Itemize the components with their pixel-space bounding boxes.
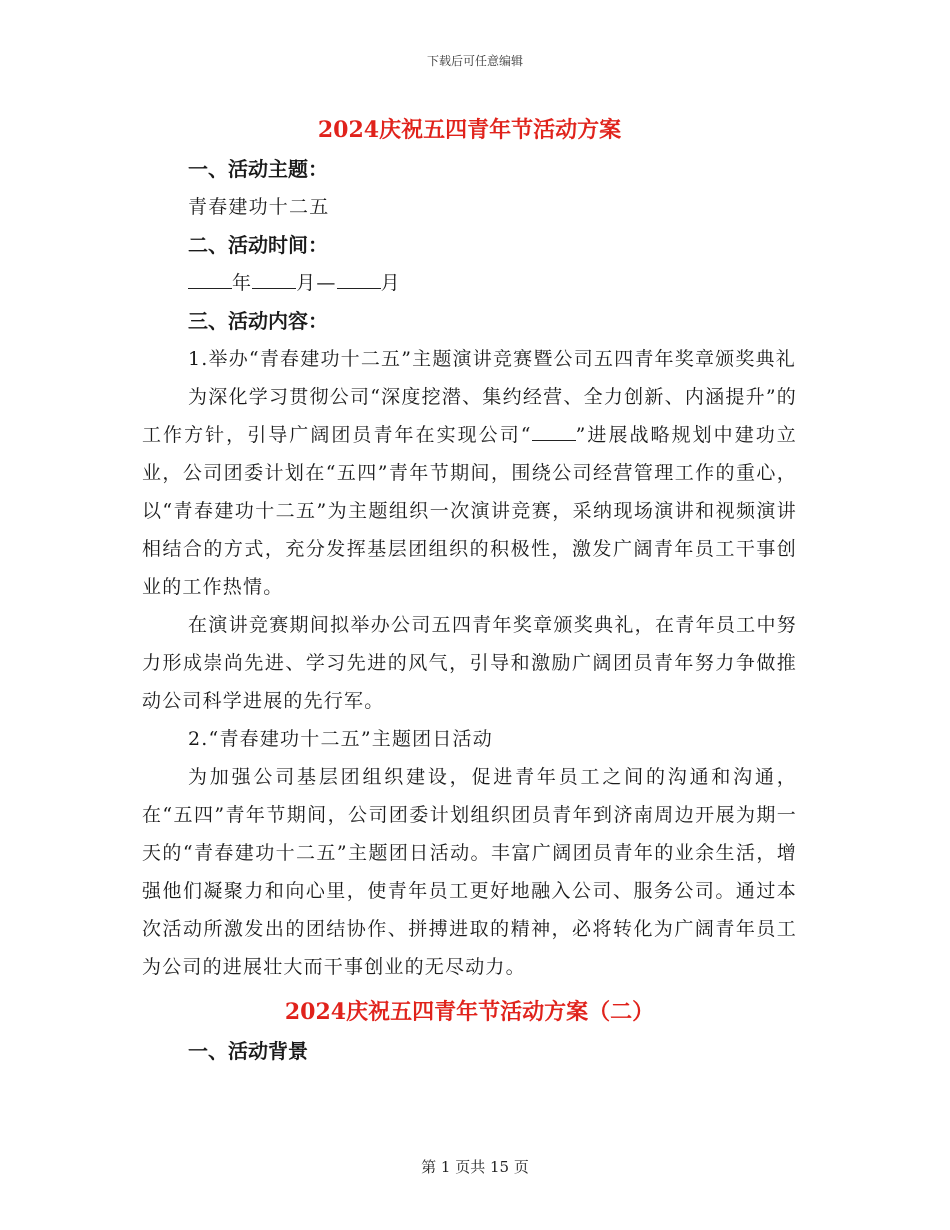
paragraph-1 [142,378,797,606]
page-footer: 第 1 页共 15 页 [421,1158,529,1176]
document-title: 2024庆祝五四青年节活动方案 [317,117,622,143]
paragraph-2: 在演讲竞赛期间拟举办公司五四青年奖章颁奖典礼，在青年员工中努力形成崇尚先进、学习先进的风气，引导和激励广阔团员青年努力争做推动公司科学进展的先行军。 [142,614,797,712]
paragraph-1-part-b: ”进展战略规划中建功立业，公司团委计划在“五四”青年节期间，围绕公司经营管理工作的重心，以“青春建功十二五”为主题组织一次演讲竞赛，采纳现场演讲和视频演讲相结合的方式，充分发挥基层团组织的积极性，激发广阔青年员工干事创业的工作热情。 [142,424,798,598]
month2-blank [337,268,381,289]
theme-heading: 一、活动主题： [188,157,328,181]
paragraph-1-part-a: 为深化学习贯彻公司“深度挖潜、集约经营、全力创新、内涵提升”的工作方针，引导广阔团员青年在实现公司“ [142,386,797,446]
time-heading: 二、活动时间： [188,233,328,257]
time-text [142,264,797,302]
month2-label: 月 [380,272,401,294]
year-blank [188,268,232,289]
plan-blank [532,420,576,441]
year-label: 年 [232,272,253,294]
paragraph-3: 为加强公司基层团组织建设，促进青年员工之间的沟通和沟通，在“五四”青年节期间，公司团委计划组织团员青年到济南周边开展为期一天的“青春建功十二五”主题团日活动。丰富广阔团员青年的业余生活，增强他们凝聚力和向心里，使青年员工更好地融入公司、服务公司。通过本次活动所激发出的团结协作、拼搏进取的精神，必将转化为广阔青年员工为公司的进展壮大而干事创业的无尽动力。 [142,766,797,978]
item1-title: 1.举办“青春建功十二五”主题演讲竞赛暨公司五四青年奖章颁奖典礼 [188,348,796,370]
month-blank [252,268,296,289]
page-header: 下载后可任意编辑 [426,54,523,68]
content-heading: 三、活动内容： [188,309,328,333]
theme-text: 青春建功十二五 [188,196,330,218]
document-body [142,110,797,1070]
month-label: 月— [296,272,337,294]
item2-title: 2.“青春建功十二五”主题团日活动 [188,728,493,750]
section-title-2: 2024庆祝五四青年节活动方案（二） [284,999,655,1025]
background-heading: 一、活动背景 [188,1039,308,1063]
